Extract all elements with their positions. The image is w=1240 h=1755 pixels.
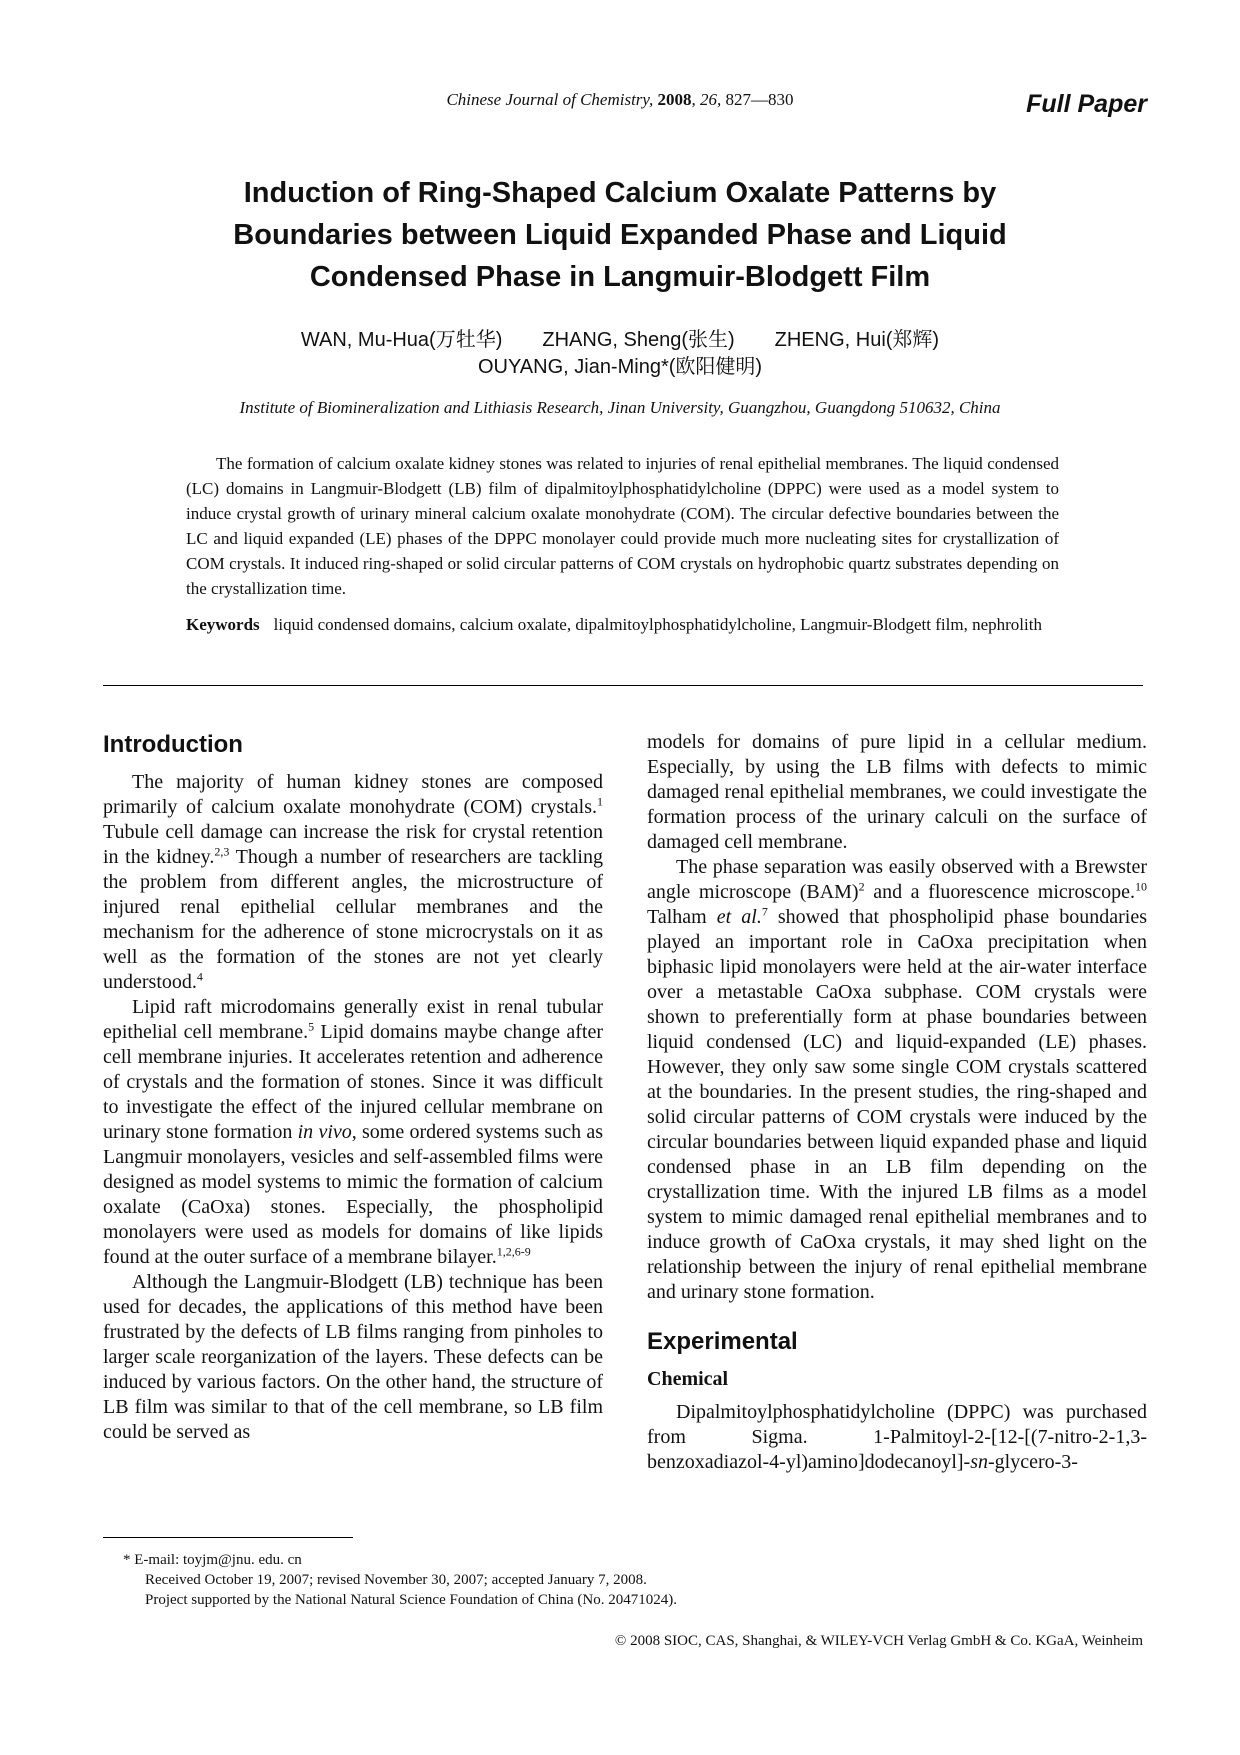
- paper-type-label: Full Paper: [1026, 90, 1147, 118]
- citation-ref[interactable]: 2: [858, 879, 865, 894]
- intro-paragraph-5: The phase separation was easily observed with a Brewster angle microscope (BAM)$^2$ and a fluorescence microscope.$^{10}$ Talham et al.$^7$ showed that phospholipid phase boundaries played an important role in CaOxa precipitation when biphasic lipid monolayers were held at the air-water interface over a metastable CaOxa subphase. COM crystals were shown to preferentially form at phase boundaries between liquid condensed (LC) and liquid-expanded (LE) phases. However, they only saw some single COM crystals scattered at the boundaries. In the present studies, the ring-shaped and solid circular patterns of COM crystals were induced by the circular boundaries between liquid expanded phase and liquid condensed phase in an LB film depending on the crystallization time. With the injured LB films as a model system to mimic damaged renal epithelial membranes and to induce growth of CaOxa crystals, it may shed light on the relationship between the injury of renal epithelial membrane and urinary stone formation.: [647, 856, 1148, 1303]
- citation-ref[interactable]: 4: [196, 969, 203, 984]
- author-3: ZHENG, Hui(郑辉): [774, 329, 940, 351]
- footnote-divider: [103, 1537, 353, 1538]
- copyright-notice: © 2008 SIOC, CAS, Shanghai, & WILEY-VCH Verlag GmbH & Co. KGaA, Weinheim: [614, 1633, 1143, 1649]
- experimental-heading: Experimental: [647, 1328, 798, 1355]
- affiliation: Institute of Biomineralization and Lithiasis Research, Jinan University, Guangzhou, Guangdong 510632, China: [239, 398, 1001, 417]
- author-1: WAN, Mu-Hua(万牡华): [300, 329, 503, 351]
- paper-title: Induction of Ring-Shaped Calcium Oxalate Patterns by Boundaries between Liquid Expanded Phase and Liquid Condensed Phase in Langmuir-Blodgett Film: [233, 177, 1007, 293]
- keywords-label: Keywords: [186, 615, 260, 634]
- journal-name: Chinese Journal of Chemistry,: [446, 90, 654, 109]
- journal-volume: 26,: [700, 90, 722, 109]
- journal-pages: 827—830: [725, 90, 794, 109]
- citation-ref[interactable]: 10: [1135, 879, 1147, 894]
- experimental-paragraph-1: Dipalmitoylphosphatidylcholine (DPPC) was purchased from Sigma. 1-Palmitoyl-2-[12-[(7-nitro-2-1,3-benzoxadiazol-4-yl)amino]dodecanoyl]-sn-glycero-3-: [647, 1401, 1147, 1473]
- intro-paragraph-4: models for domains of pure lipid in a cellular medium. Especially, by using the LB films with defects to mimic damaged renal epithelial membranes, we could investigate the formation process of the urinary calculi on the surface of damaged cell membrane.: [647, 731, 1147, 853]
- author-4: OUYANG, Jian-Ming*(欧阳健明): [477, 356, 763, 378]
- journal-year: 2008: [657, 90, 692, 109]
- author-list: [0, 327, 1240, 381]
- footnote-email: * E-mail: toyjm@jnu. edu. cn: [123, 1552, 302, 1568]
- intro-paragraph-1: The majority of human kidney stones are composed primarily of calcium oxalate monohydrate (COM) crystals.$^1$ Tubule cell damage can increase the risk for crystal retention in the kidney.$^{2,3}$ Though a number of researchers are tackling the problem from different angles, the microstructure of injured renal epithelial cellular membranes and the mechanism for the adherence of stone microcrystals on it as well as the formation of the stones are not yet clearly understood.$^4$: [103, 771, 603, 993]
- header-divider: [103, 685, 1143, 686]
- citation-ref[interactable]: 1: [597, 794, 603, 809]
- citation-ref[interactable]: 5: [308, 1019, 315, 1034]
- left-column: [103, 730, 603, 1445]
- intro-paragraph-2: Lipid raft microdomains generally exist in renal tubular epithelial cell membrane.$^5$ Lipid domains maybe change after cell membrane injuries. It accelerates retention and adherence of crystals and the formation of stones. Since it was difficult to investigate the effect of the injured cellular membrane on urinary stone formation in vivo, some ordered systems such as Langmuir monolayers, vesicles and self-assembled films were designed as model systems to mimic the formation of calcium oxalate (CaOxa) stones. Especially, the phospholipid monolayers were used as models for domains of like lipids found at the outer surface of a membrane bilayer.$^{1,2,6-9}$: [103, 996, 604, 1268]
- abstract: The formation of calcium oxalate kidney stones was related to injuries of renal epithelial membranes. The liquid condensed (LC) domains in Langmuir-Blodgett (LB) film of dipalmitoylphosphatidylcholine (DPPC) were used as a model system to induce crystal growth of urinary mineral calcium oxalate monohydrate (COM). The circular defective boundaries between the LC and liquid expanded (LE) phases of the DPPC monolayer could provide much more nucleating sites for crystallization of COM crystals. It induced ring-shaped or solid circular patterns of COM crystals on hydrophobic quartz substrates depending on the crystallization time.: [186, 454, 1059, 598]
- keywords: [186, 612, 1059, 637]
- footnote-dates: Received October 19, 2007; revised November 30, 2007; accepted January 7, 2008.: [145, 1572, 647, 1588]
- footnote: [123, 1550, 677, 1610]
- right-column: [647, 730, 1147, 1475]
- citation-ref[interactable]: 7: [761, 904, 768, 919]
- footnote-funding: Project supported by the National Natural Science Foundation of China (No. 20471024).: [145, 1592, 677, 1608]
- chemical-subheading: Chemical: [647, 1368, 729, 1390]
- introduction-heading: Introduction: [103, 731, 243, 758]
- citation-ref[interactable]: 2,3: [214, 844, 230, 859]
- journal-citation: Chinese Journal of Chemistry, 2008, 26, 827—830: [446, 90, 794, 109]
- author-2: ZHANG, Sheng(张生): [542, 329, 735, 351]
- keywords-text: liquid condensed domains, calcium oxalate, dipalmitoylphosphatidylcholine, Langmuir-Blodgett film, nephrolith: [273, 615, 1042, 634]
- citation-ref[interactable]: 1,2,6-9: [496, 1244, 531, 1259]
- intro-paragraph-3: Although the Langmuir-Blodgett (LB) technique has been used for decades, the applications of this method have been frustrated by the defects of LB films ranging from pinholes to larger scale reorganization of the layers. These defects can be induced by various factors. On the other hand, the structure of LB film was similar to that of the cell membrane, so LB film could be served as: [103, 1271, 603, 1443]
